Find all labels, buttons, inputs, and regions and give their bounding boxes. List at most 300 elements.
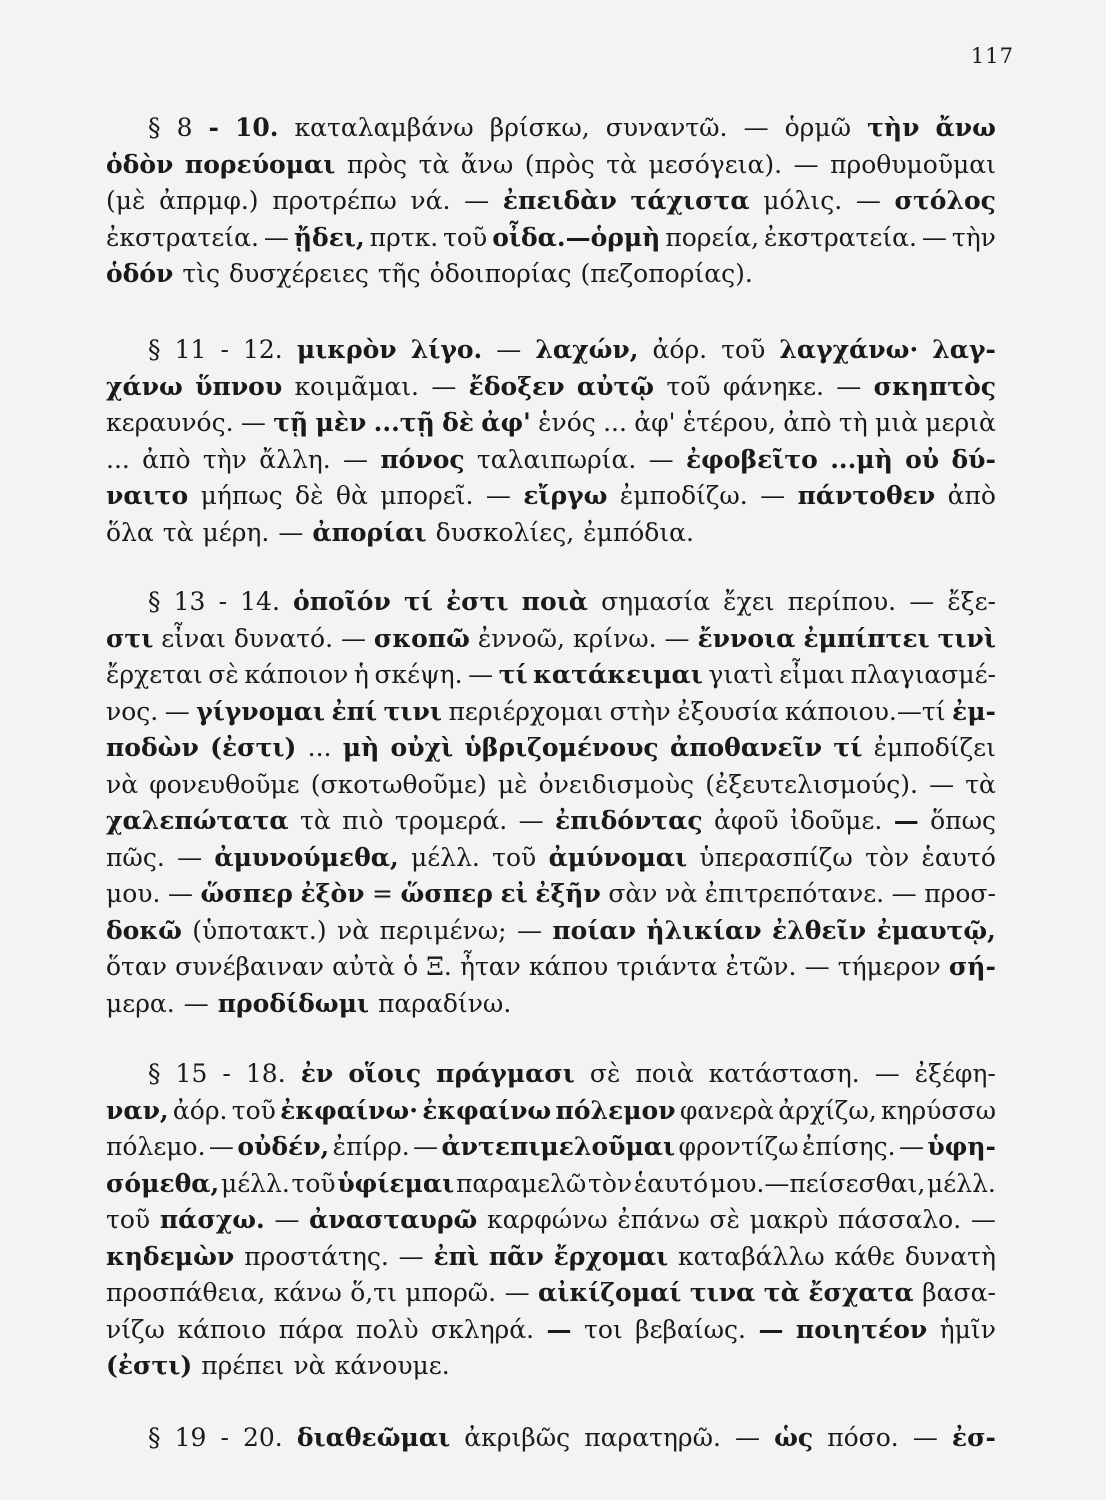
word: — bbox=[664, 623, 690, 653]
word: πόσο. bbox=[827, 1423, 899, 1452]
word: στόλος bbox=[894, 186, 996, 215]
text-line bbox=[106, 1312, 996, 1349]
word: ὕπνου bbox=[195, 371, 283, 401]
word: — bbox=[891, 879, 917, 908]
word: ἔξε- bbox=[947, 587, 996, 616]
word: σκηπτὸς bbox=[873, 371, 996, 401]
word: τινα bbox=[689, 1278, 756, 1307]
word: κάπου bbox=[529, 952, 609, 981]
word: ἄνω bbox=[460, 149, 514, 179]
word: δύ- bbox=[951, 444, 996, 474]
text-line bbox=[106, 1348, 996, 1385]
text-line bbox=[106, 478, 996, 515]
word: δὲ bbox=[295, 481, 324, 510]
text-line bbox=[106, 147, 996, 184]
word: ἐξῆν bbox=[535, 879, 601, 908]
word: ... bbox=[106, 444, 130, 474]
word: ὁρμῶ bbox=[784, 113, 852, 142]
word: διαθεῶμαι bbox=[296, 1423, 451, 1452]
word: τῆς bbox=[377, 259, 421, 288]
word: οὐ bbox=[905, 444, 940, 474]
word: ἐξὸν bbox=[300, 879, 365, 908]
text-line bbox=[106, 840, 996, 877]
word: κάνουμε. bbox=[334, 1351, 450, 1380]
word: πᾶν bbox=[488, 1241, 544, 1271]
word: = bbox=[372, 879, 393, 908]
word: λαγχάνω· bbox=[779, 335, 919, 364]
word: τὸν bbox=[588, 1168, 633, 1198]
word: πρέπει bbox=[201, 1351, 285, 1380]
word: μὲ bbox=[497, 769, 528, 799]
word: — bbox=[274, 1205, 300, 1234]
word: τοῦ bbox=[492, 842, 537, 872]
text-line bbox=[106, 1239, 996, 1276]
word: - bbox=[220, 335, 229, 364]
word: σκέψη. bbox=[374, 660, 463, 689]
word: οὐδέν, bbox=[237, 1132, 330, 1161]
word: ἑαυτό bbox=[633, 1168, 709, 1198]
text-line bbox=[106, 986, 996, 1023]
section-15-18 bbox=[106, 1056, 996, 1385]
word: τοῦ bbox=[666, 371, 711, 401]
word: — bbox=[504, 1278, 530, 1307]
section-13-14 bbox=[106, 584, 996, 1022]
word: κηρύσσω bbox=[880, 1095, 996, 1125]
text-line bbox=[106, 405, 996, 442]
word: παραμελῶ bbox=[455, 1168, 587, 1198]
word: ὡς bbox=[774, 1423, 814, 1452]
word: τὰ bbox=[300, 806, 331, 835]
word: ὥσπερ bbox=[200, 879, 293, 908]
word: φροντίζω bbox=[678, 1132, 799, 1161]
text-line bbox=[106, 110, 996, 147]
word: - bbox=[222, 1059, 231, 1088]
word: ἀμυνούμεθα, bbox=[214, 842, 399, 872]
word: — bbox=[413, 1132, 439, 1161]
word: πάσχω. bbox=[159, 1205, 265, 1234]
word: ἰδοῦμε. bbox=[790, 806, 883, 835]
word: ὁδοιπορίας bbox=[429, 259, 572, 288]
word: ἀπορίαι bbox=[312, 517, 427, 547]
word: ὅπως bbox=[930, 806, 996, 835]
word: ...μὴ bbox=[830, 444, 893, 474]
word: τοι bbox=[583, 1314, 623, 1344]
word: ἄλλη. bbox=[259, 444, 331, 474]
word: ποιὰ bbox=[521, 587, 588, 616]
text-line bbox=[106, 730, 996, 767]
word: μιὰ bbox=[875, 408, 918, 437]
word: πάσσαλο. bbox=[838, 1205, 962, 1234]
word: — bbox=[177, 842, 203, 872]
word: τοῦ bbox=[291, 1168, 336, 1198]
word: ἀπὸ bbox=[783, 408, 832, 437]
word: κατάσταση. bbox=[708, 1059, 860, 1088]
word: Ξ. bbox=[426, 952, 452, 981]
text-line bbox=[106, 694, 996, 731]
word: — bbox=[912, 1423, 938, 1452]
word: βεβαίως. bbox=[635, 1314, 747, 1344]
word: — bbox=[758, 1314, 784, 1344]
word: 13 bbox=[173, 587, 206, 616]
text-line bbox=[106, 584, 996, 621]
word: 14. bbox=[240, 587, 280, 616]
word: ἔχει bbox=[723, 587, 775, 616]
word: ποδὼν bbox=[106, 733, 199, 762]
word: ἀφ' bbox=[634, 408, 676, 437]
word: ᾔδει, bbox=[293, 222, 365, 252]
word: ἐξουσία bbox=[677, 696, 779, 726]
word: προστάτης. bbox=[244, 1241, 389, 1271]
word: τί bbox=[403, 587, 433, 616]
word: ἀπὸ bbox=[142, 444, 191, 474]
word: ἐπειδὰν bbox=[502, 186, 617, 215]
word: νὰ bbox=[337, 915, 370, 945]
word: — bbox=[343, 444, 369, 474]
word: περιέρχομαι bbox=[448, 696, 604, 726]
word: — bbox=[496, 335, 522, 364]
text-line bbox=[106, 913, 996, 950]
word: πρτκ. bbox=[369, 222, 439, 252]
word: πλαγιασμέ- bbox=[850, 660, 996, 689]
word: — bbox=[240, 408, 266, 437]
word: ἐπίρρ. bbox=[332, 1132, 410, 1161]
word: ἑτέρου, bbox=[682, 408, 776, 437]
text-line bbox=[106, 220, 996, 257]
word: ἑνός bbox=[538, 408, 596, 437]
word: ταλαιπωρία. bbox=[476, 444, 637, 474]
word: τρομερά. bbox=[394, 806, 508, 835]
word: προθυμοῦμαι bbox=[830, 149, 996, 179]
word: μέλλ. bbox=[411, 842, 480, 872]
word: (μὲ bbox=[106, 186, 146, 215]
word: πρὸς bbox=[346, 149, 408, 179]
text-line bbox=[106, 876, 996, 913]
word: τὸν bbox=[865, 842, 910, 872]
word: νὰ bbox=[293, 1351, 326, 1380]
word: — bbox=[836, 371, 862, 401]
word: κάποιου.—τί bbox=[784, 696, 946, 726]
word: § bbox=[148, 1059, 161, 1088]
word: ὑπερασπίζω bbox=[699, 842, 853, 872]
word: καταλαμβάνω bbox=[294, 113, 474, 142]
word: τὰ bbox=[606, 149, 637, 179]
page-number: 117 bbox=[970, 44, 1014, 68]
word: ἀνασταυρῶ bbox=[309, 1205, 478, 1234]
word: ἐμποδίζει bbox=[873, 733, 996, 762]
word: ποιητέον bbox=[795, 1314, 928, 1344]
word: § bbox=[148, 1423, 161, 1452]
word: ἡμῖν bbox=[939, 1314, 996, 1344]
word: τὰ bbox=[965, 769, 996, 799]
word: θὰ bbox=[335, 481, 368, 510]
word: κοιμᾶμαι. bbox=[294, 371, 420, 401]
word: ὑφίεμαι bbox=[337, 1168, 455, 1198]
word: τοῦ bbox=[721, 335, 766, 364]
word: — bbox=[735, 1423, 760, 1452]
text-line bbox=[106, 657, 996, 694]
section-8-10 bbox=[106, 110, 996, 293]
word: — bbox=[518, 806, 544, 835]
word: δυνατὴ bbox=[904, 1241, 996, 1271]
word: — bbox=[804, 952, 830, 981]
word: δυσκολίες, bbox=[435, 517, 575, 547]
word: ἐπὶ bbox=[433, 1241, 480, 1271]
word: - bbox=[220, 1423, 229, 1452]
word: — bbox=[340, 623, 366, 653]
word: τί bbox=[498, 660, 528, 689]
word: — bbox=[921, 222, 947, 252]
word: τριάντα bbox=[616, 952, 718, 981]
text-line bbox=[106, 256, 996, 293]
section-11-12 bbox=[106, 332, 996, 551]
word: σή- bbox=[948, 952, 996, 981]
word: — bbox=[760, 481, 786, 510]
word: ὅ,τι bbox=[350, 1278, 397, 1307]
text-line bbox=[106, 1093, 996, 1130]
text-line bbox=[106, 1129, 996, 1166]
word: ποιὰ bbox=[635, 1059, 694, 1088]
word: 10. bbox=[234, 113, 279, 142]
word: — bbox=[464, 186, 490, 215]
word: γιατὶ bbox=[708, 660, 774, 689]
word: οἵοις bbox=[348, 1059, 422, 1088]
word: — bbox=[516, 915, 542, 945]
word: ποίαν bbox=[552, 915, 637, 945]
word: πόλεμον bbox=[555, 1095, 676, 1125]
word: μεριὰ bbox=[925, 408, 996, 437]
word: ἐπάνω bbox=[617, 1205, 700, 1234]
word: κεραυνός. bbox=[106, 408, 234, 437]
word: νά. bbox=[410, 186, 451, 215]
word: δοκῶ bbox=[106, 915, 182, 945]
word: ἔρχομαι bbox=[553, 1241, 669, 1271]
word: οὐχὶ bbox=[390, 733, 454, 762]
word: οἶδα.—ὁρμὴ bbox=[492, 222, 661, 252]
section-19-20 bbox=[106, 1420, 996, 1457]
word: φονευθοῦμε bbox=[149, 769, 300, 799]
word: νὰ bbox=[665, 879, 698, 908]
text-line bbox=[106, 803, 996, 840]
word: ἀόρ. bbox=[172, 1095, 228, 1125]
word: 15 bbox=[175, 1059, 208, 1088]
word: πόνος bbox=[380, 444, 465, 474]
word: σὲ bbox=[709, 1205, 740, 1234]
word: ἡ bbox=[353, 660, 369, 689]
word: μήπως bbox=[200, 481, 283, 510]
text-line bbox=[106, 442, 996, 479]
word: ἐξέφη- bbox=[914, 1059, 996, 1088]
word: καρφώνω bbox=[486, 1205, 608, 1234]
word: μεσόγεια). bbox=[648, 149, 783, 179]
word: δὲ bbox=[442, 408, 474, 437]
word: ναιτο bbox=[106, 481, 189, 510]
word: 8 bbox=[176, 113, 193, 142]
word: τὴ bbox=[838, 408, 868, 437]
word: ἐμπόδια. bbox=[583, 517, 694, 547]
word: ἀπὸ bbox=[947, 481, 996, 510]
word: σημασία bbox=[601, 587, 711, 616]
word: — bbox=[855, 186, 881, 215]
word: ἐπί bbox=[331, 696, 378, 726]
word: 11 bbox=[174, 335, 207, 364]
word: προσ- bbox=[924, 879, 996, 908]
word: δυνατό. bbox=[233, 623, 334, 653]
word: σὰν bbox=[608, 879, 658, 908]
text-line bbox=[106, 1420, 996, 1457]
word: τῇ bbox=[273, 408, 309, 437]
word: ἐν bbox=[300, 1059, 334, 1088]
word: νὰ bbox=[106, 769, 139, 799]
word: § bbox=[148, 335, 161, 364]
word: ἐτῶν. bbox=[725, 952, 797, 981]
word: ὀνειδισμοὺς bbox=[538, 769, 695, 799]
word: — bbox=[546, 1314, 572, 1344]
word: ἐπίσης. bbox=[801, 1132, 896, 1161]
word: 19 bbox=[174, 1423, 207, 1452]
word: προσπάθεια, bbox=[106, 1278, 266, 1307]
word: βρίσκω, bbox=[489, 113, 590, 142]
word: (ἐστι) bbox=[210, 733, 297, 762]
word: φανερὰ bbox=[679, 1095, 774, 1125]
word: ὁδόν bbox=[106, 259, 174, 288]
word: ἦταν bbox=[459, 952, 521, 981]
word: συνέβαιναν bbox=[175, 952, 324, 981]
word: σόμεθα, bbox=[106, 1168, 220, 1198]
word: — bbox=[874, 1059, 900, 1088]
word: τὰ bbox=[162, 517, 194, 547]
word: ὅλα bbox=[106, 517, 154, 547]
word: § bbox=[148, 587, 161, 616]
word: γίγνομαι bbox=[196, 696, 325, 726]
word: ὑφη- bbox=[927, 1132, 996, 1161]
word: ἔρχεται bbox=[106, 660, 203, 689]
word: καταβάλλω bbox=[678, 1241, 825, 1271]
word: ἐπιδόντας bbox=[555, 806, 703, 835]
word: (πεζοπορίας). bbox=[580, 259, 753, 288]
word: ἀντεπιμελοῦμαι bbox=[441, 1132, 676, 1161]
word: χαλεπώτατα bbox=[106, 806, 289, 835]
word: περίπου. bbox=[787, 587, 897, 616]
word: 20. bbox=[243, 1423, 283, 1452]
word: στὴν bbox=[609, 696, 671, 726]
word: κρίνω. bbox=[572, 623, 657, 653]
word: ὁποῖόν bbox=[293, 587, 391, 616]
word: αἰκίζομαί bbox=[538, 1278, 682, 1307]
text-line bbox=[106, 183, 996, 220]
word: παρατηρῶ. bbox=[584, 1423, 721, 1452]
word: τοῦ bbox=[106, 1205, 151, 1234]
word: — bbox=[485, 481, 511, 510]
word: (ἐστι) bbox=[106, 1351, 193, 1380]
word: ἐπιτρεπότανε. bbox=[704, 879, 885, 908]
word: τὰ bbox=[418, 149, 450, 179]
word: τοῦ bbox=[443, 222, 488, 252]
word: κηδεμὼν bbox=[106, 1241, 235, 1271]
word: ἔννοια bbox=[697, 623, 796, 653]
word: κατάκειμαι bbox=[533, 660, 703, 689]
word: τὶς bbox=[182, 259, 221, 288]
word: κάθε bbox=[834, 1241, 895, 1271]
word: - bbox=[218, 587, 228, 616]
word: ἀμύνομαι bbox=[548, 842, 688, 872]
word: (πρὸς bbox=[524, 149, 595, 179]
word: σὲ bbox=[208, 660, 239, 689]
text-line bbox=[106, 515, 996, 552]
word: πολὺ bbox=[356, 1314, 419, 1344]
text-line bbox=[106, 767, 996, 804]
word: πάρα bbox=[278, 1314, 344, 1344]
word: πιὸ bbox=[342, 806, 384, 835]
word: ἀρχίζω, bbox=[778, 1095, 877, 1125]
word: εἰ bbox=[500, 879, 528, 908]
word: ἀκριβῶς bbox=[464, 1423, 571, 1452]
word: μέρη. bbox=[202, 517, 270, 547]
text-line bbox=[106, 1056, 996, 1093]
word: ἐμαυτῷ, bbox=[876, 915, 996, 945]
word: νος. bbox=[106, 696, 159, 726]
word: — bbox=[208, 1132, 234, 1161]
text-line bbox=[106, 1202, 996, 1239]
word: ...τῇ bbox=[373, 408, 435, 437]
word: — bbox=[278, 517, 304, 547]
word: (σκοτωθοῦμε) bbox=[310, 769, 487, 799]
word: χάνω bbox=[106, 371, 183, 401]
word: τινὶ bbox=[937, 623, 996, 653]
text-line bbox=[106, 1166, 996, 1203]
word: — bbox=[468, 660, 494, 689]
word: πορεύομαι bbox=[184, 149, 336, 179]
word: τοῦ bbox=[231, 1095, 276, 1125]
word: ὅταν bbox=[106, 952, 167, 981]
word: πόλεμο. bbox=[106, 1132, 206, 1161]
word: σκληρά. bbox=[431, 1314, 535, 1344]
word: — bbox=[168, 879, 193, 908]
word: κάποιο bbox=[177, 1314, 267, 1344]
word: μπορεῖ. bbox=[380, 481, 474, 510]
word: τὴν bbox=[867, 113, 920, 142]
word: λαχών, bbox=[535, 335, 639, 364]
word: μερα. bbox=[106, 988, 175, 1018]
word: ἔσχατα bbox=[808, 1278, 914, 1307]
word: ἀποθανεῖν bbox=[669, 733, 823, 762]
word: ἡλικίαν bbox=[646, 915, 762, 945]
word: τί bbox=[833, 733, 863, 762]
word: ἀφοῦ bbox=[713, 806, 779, 835]
word: ἐκστρατεία. bbox=[106, 222, 259, 252]
word: ἐλθεῖν bbox=[772, 915, 867, 945]
word: § bbox=[148, 113, 161, 142]
word: μικρὸν bbox=[296, 335, 397, 364]
word: εἶμαι bbox=[779, 660, 845, 689]
word: τήμερον bbox=[837, 952, 941, 981]
word: προτρέπω bbox=[272, 186, 397, 215]
word: — bbox=[183, 988, 209, 1018]
word: 12. bbox=[243, 335, 283, 364]
word: στι bbox=[106, 623, 154, 653]
word: μου.—πείσεσθαι, bbox=[709, 1168, 926, 1198]
word: ἐμπίπτει bbox=[803, 623, 930, 653]
word: κάποιον bbox=[244, 660, 349, 689]
word: κάνω bbox=[273, 1278, 342, 1307]
word: — bbox=[909, 587, 935, 616]
word: ἐννοῶ, bbox=[477, 623, 566, 653]
word: μακρὺ bbox=[749, 1205, 829, 1234]
word: ἐκφαίνω· bbox=[280, 1095, 418, 1125]
word: ἄνω bbox=[935, 113, 996, 142]
word: τὴν bbox=[202, 444, 247, 474]
word: αὐτὰ bbox=[332, 952, 395, 981]
word: ναν, bbox=[106, 1095, 169, 1125]
